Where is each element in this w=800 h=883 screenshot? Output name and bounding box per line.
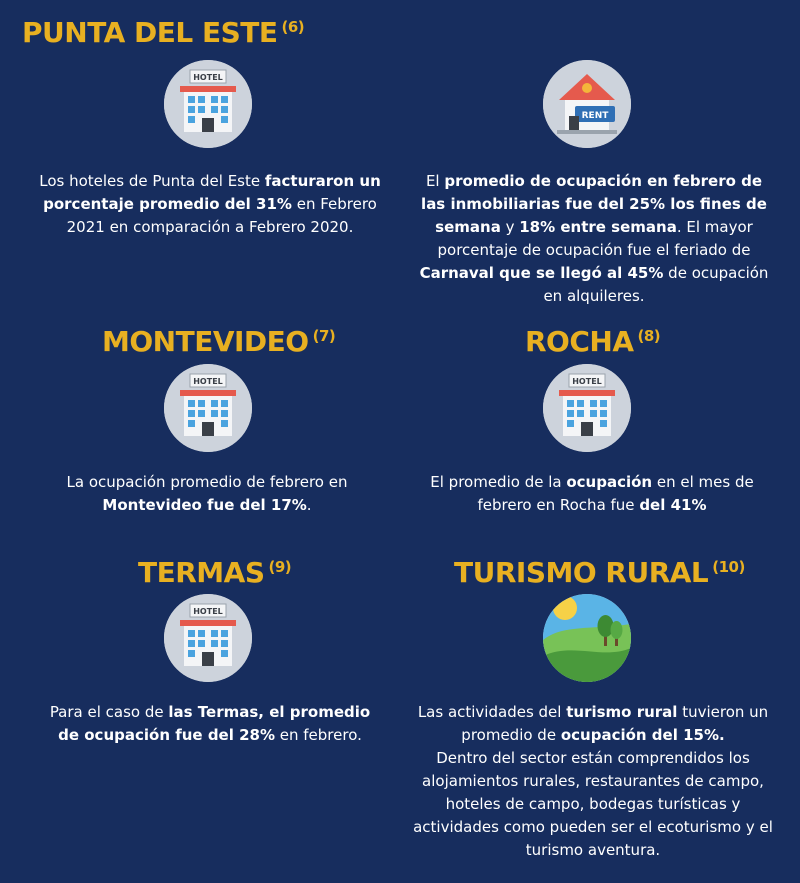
text-run: en febrero.	[275, 726, 362, 744]
section-title-text: PUNTA DEL ESTE	[22, 16, 278, 49]
text-run: en Febrero 2021 en comparación a Febrero 2020.	[66, 195, 377, 236]
highlight-text: turismo rural	[566, 703, 678, 721]
text-run: El	[425, 172, 445, 190]
footnote-ref: (10)	[712, 557, 745, 576]
text-run: . El mayor porcentaje de ocupación fue el feriado de	[437, 218, 753, 259]
text-run: Para el caso de	[49, 703, 169, 721]
text-run: El promedio de la	[430, 473, 567, 491]
countryside-icon	[543, 594, 631, 682]
highlight-text: las Termas, el promedio de ocupación fue del 28%	[58, 703, 371, 744]
section-title-text: TURISMO RURAL	[454, 556, 709, 589]
highlight-text: facturaron un porcentaje promedio del 31%	[43, 172, 381, 213]
footnote-ref: (6)	[281, 17, 305, 36]
punta-del-este-description	[30, 170, 390, 239]
highlight-text: Montevideo fue del 17%	[102, 496, 307, 514]
text-run: de ocupación en alquileres.	[543, 264, 769, 305]
text-run: Las actividades del	[417, 703, 567, 721]
highlight-text: Carnaval que se llegó al 45%	[419, 264, 664, 282]
hotel-icon	[543, 364, 631, 452]
highlight-text: 18% entre semana	[519, 218, 677, 236]
text-run: Los hoteles de Punta del Este	[39, 172, 265, 190]
section-title-text: ROCHA	[525, 325, 634, 358]
text-run: La ocupación promedio de febrero en	[66, 473, 348, 491]
section-title-termas	[138, 556, 291, 589]
highlight-text: del 41%	[639, 496, 707, 514]
termas-description	[40, 701, 380, 747]
hotel-icon	[164, 60, 252, 148]
hotel-icon	[164, 364, 252, 452]
text-run: en el mes de febrero en Rocha fue	[477, 473, 754, 514]
section-title-rocha	[525, 325, 660, 358]
section-title-turismo-rural	[454, 556, 745, 589]
rent-house-icon	[543, 60, 631, 148]
rocha-description	[406, 471, 778, 517]
highlight-text: ocupación del 15%.	[560, 726, 725, 744]
highlight-text: promedio de ocupación en febrero de las inmobiliarias fue del 25% los fines de semana	[421, 172, 767, 236]
hotel-icon	[164, 594, 252, 682]
text-run: .	[306, 496, 312, 514]
turismo-rural-description	[408, 701, 778, 862]
section-title-text: MONTEVIDEO	[102, 325, 309, 358]
section-title-montevideo	[102, 325, 335, 358]
montevideo-description	[22, 471, 392, 517]
svg-text:RENT: RENT	[581, 111, 609, 121]
footnote-ref: (9)	[268, 557, 292, 576]
text-run: tuvieron un promedio de	[461, 703, 769, 744]
footnote-ref: (7)	[312, 326, 336, 345]
section-title-text: TERMAS	[138, 556, 265, 589]
section-title-punta-del-este	[22, 16, 304, 49]
text-run: Dentro del sector están comprendidos los alojamientos rurales, restaurantes de campo, hoteles de campo, bodegas turísticas y actividades como pueden ser el ecoturismo y el turismo aventura.	[413, 749, 773, 859]
highlight-text: ocupación	[566, 473, 653, 491]
footnote-ref: (8)	[637, 326, 661, 345]
rent-description	[416, 170, 772, 308]
text-run: y	[500, 218, 520, 236]
